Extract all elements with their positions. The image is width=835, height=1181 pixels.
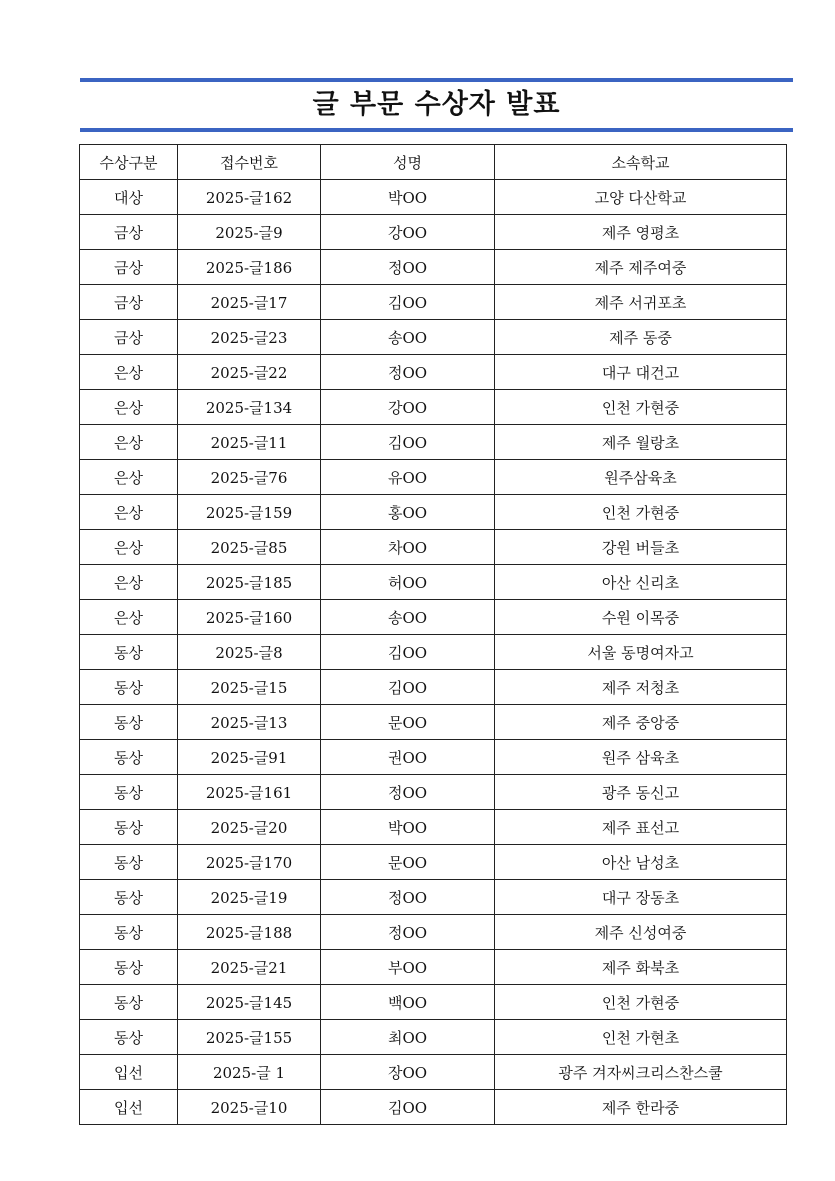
cell-entry-number: 2025-글85 bbox=[178, 530, 321, 565]
cell-school: 인천 가현중 bbox=[495, 985, 787, 1020]
cell-name: 정OO bbox=[321, 250, 495, 285]
cell-award-category: 은상 bbox=[80, 355, 178, 390]
cell-entry-number: 2025-글162 bbox=[178, 180, 321, 215]
table-body bbox=[80, 180, 787, 1125]
table-row bbox=[80, 845, 787, 880]
cell-award-category: 은상 bbox=[80, 600, 178, 635]
cell-entry-number: 2025-글15 bbox=[178, 670, 321, 705]
table-row bbox=[80, 180, 787, 215]
table-row bbox=[80, 635, 787, 670]
cell-name: 권OO bbox=[321, 740, 495, 775]
table-row bbox=[80, 600, 787, 635]
table-header-row bbox=[80, 145, 787, 180]
cell-award-category: 입선 bbox=[80, 1055, 178, 1090]
award-results-table bbox=[79, 144, 787, 1125]
cell-award-category: 은상 bbox=[80, 460, 178, 495]
cell-school: 인천 가현초 bbox=[495, 1020, 787, 1055]
cell-name: 박OO bbox=[321, 180, 495, 215]
table-row bbox=[80, 915, 787, 950]
table-row bbox=[80, 740, 787, 775]
cell-school: 광주 겨자씨크리스찬스쿨 bbox=[495, 1055, 787, 1090]
cell-name: 정OO bbox=[321, 355, 495, 390]
cell-entry-number: 2025-글134 bbox=[178, 390, 321, 425]
cell-award-category: 은상 bbox=[80, 390, 178, 425]
cell-entry-number: 2025-글76 bbox=[178, 460, 321, 495]
cell-name: 홍OO bbox=[321, 495, 495, 530]
cell-entry-number: 2025-글19 bbox=[178, 880, 321, 915]
page-title: 글 부문 수상자 발표 bbox=[312, 89, 561, 120]
cell-entry-number: 2025-글21 bbox=[178, 950, 321, 985]
header-entry-number: 접수번호 bbox=[178, 145, 321, 180]
cell-entry-number: 2025-글20 bbox=[178, 810, 321, 845]
cell-school: 제주 영평초 bbox=[495, 215, 787, 250]
title-block bbox=[80, 78, 793, 134]
cell-entry-number: 2025-글23 bbox=[178, 320, 321, 355]
cell-award-category: 금상 bbox=[80, 215, 178, 250]
table-row bbox=[80, 705, 787, 740]
title-top-rule bbox=[80, 78, 793, 82]
table-row bbox=[80, 670, 787, 705]
cell-name: 박OO bbox=[321, 810, 495, 845]
table-row bbox=[80, 215, 787, 250]
cell-name: 차OO bbox=[321, 530, 495, 565]
cell-name: 부OO bbox=[321, 950, 495, 985]
cell-entry-number: 2025-글8 bbox=[178, 635, 321, 670]
cell-name: 정OO bbox=[321, 915, 495, 950]
cell-entry-number: 2025-글9 bbox=[178, 215, 321, 250]
cell-entry-number: 2025-글185 bbox=[178, 565, 321, 600]
cell-award-category: 동상 bbox=[80, 775, 178, 810]
cell-name: 김OO bbox=[321, 670, 495, 705]
cell-school: 제주 화북초 bbox=[495, 950, 787, 985]
cell-school: 제주 월랑초 bbox=[495, 425, 787, 460]
cell-name: 김OO bbox=[321, 1090, 495, 1125]
cell-school: 제주 신성여중 bbox=[495, 915, 787, 950]
cell-school: 제주 저청초 bbox=[495, 670, 787, 705]
cell-entry-number: 2025-글13 bbox=[178, 705, 321, 740]
cell-award-category: 동상 bbox=[80, 670, 178, 705]
header-name: 성명 bbox=[321, 145, 495, 180]
table-row bbox=[80, 880, 787, 915]
cell-school: 제주 동중 bbox=[495, 320, 787, 355]
cell-school: 수원 이목중 bbox=[495, 600, 787, 635]
cell-school: 강원 버들초 bbox=[495, 530, 787, 565]
cell-school: 고양 다산학교 bbox=[495, 180, 787, 215]
table-row bbox=[80, 285, 787, 320]
cell-name: 김OO bbox=[321, 425, 495, 460]
header-school: 소속학교 bbox=[495, 145, 787, 180]
table-row bbox=[80, 1055, 787, 1090]
cell-award-category: 동상 bbox=[80, 880, 178, 915]
table-row bbox=[80, 495, 787, 530]
cell-school: 제주 서귀포초 bbox=[495, 285, 787, 320]
table-row bbox=[80, 950, 787, 985]
header-award-category: 수상구분 bbox=[80, 145, 178, 180]
table-row bbox=[80, 320, 787, 355]
table-row bbox=[80, 985, 787, 1020]
cell-name: 강OO bbox=[321, 215, 495, 250]
cell-name: 송OO bbox=[321, 320, 495, 355]
cell-award-category: 동상 bbox=[80, 1020, 178, 1055]
cell-name: 문OO bbox=[321, 845, 495, 880]
cell-name: 정OO bbox=[321, 775, 495, 810]
cell-award-category: 금상 bbox=[80, 320, 178, 355]
cell-award-category: 은상 bbox=[80, 530, 178, 565]
cell-entry-number: 2025-글17 bbox=[178, 285, 321, 320]
cell-name: 유OO bbox=[321, 460, 495, 495]
table-row bbox=[80, 460, 787, 495]
cell-award-category: 금상 bbox=[80, 250, 178, 285]
cell-entry-number: 2025-글91 bbox=[178, 740, 321, 775]
cell-school: 제주 한라중 bbox=[495, 1090, 787, 1125]
table-row bbox=[80, 390, 787, 425]
cell-name: 김OO bbox=[321, 635, 495, 670]
table-row bbox=[80, 565, 787, 600]
cell-entry-number: 2025-글 1 bbox=[178, 1055, 321, 1090]
cell-award-category: 동상 bbox=[80, 705, 178, 740]
cell-entry-number: 2025-글145 bbox=[178, 985, 321, 1020]
cell-award-category: 은상 bbox=[80, 565, 178, 600]
cell-school: 인천 가현중 bbox=[495, 390, 787, 425]
cell-name: 문OO bbox=[321, 705, 495, 740]
table-row bbox=[80, 250, 787, 285]
cell-school: 제주 표선고 bbox=[495, 810, 787, 845]
title-bottom-rule bbox=[80, 128, 793, 132]
table-row bbox=[80, 355, 787, 390]
cell-award-category: 동상 bbox=[80, 810, 178, 845]
cell-name: 김OO bbox=[321, 285, 495, 320]
cell-school: 아산 남성초 bbox=[495, 845, 787, 880]
cell-school: 제주 제주여중 bbox=[495, 250, 787, 285]
cell-entry-number: 2025-글10 bbox=[178, 1090, 321, 1125]
cell-award-category: 동상 bbox=[80, 950, 178, 985]
cell-school: 제주 중앙중 bbox=[495, 705, 787, 740]
cell-name: 강OO bbox=[321, 390, 495, 425]
cell-entry-number: 2025-글161 bbox=[178, 775, 321, 810]
cell-name: 정OO bbox=[321, 880, 495, 915]
cell-school: 아산 신리초 bbox=[495, 565, 787, 600]
table-row bbox=[80, 1090, 787, 1125]
cell-entry-number: 2025-글22 bbox=[178, 355, 321, 390]
cell-award-category: 동상 bbox=[80, 985, 178, 1020]
cell-award-category: 동상 bbox=[80, 635, 178, 670]
cell-entry-number: 2025-글159 bbox=[178, 495, 321, 530]
cell-school: 인천 가현중 bbox=[495, 495, 787, 530]
cell-award-category: 동상 bbox=[80, 740, 178, 775]
table-row bbox=[80, 425, 787, 460]
cell-award-category: 은상 bbox=[80, 495, 178, 530]
cell-school: 원주 삼육초 bbox=[495, 740, 787, 775]
cell-name: 허OO bbox=[321, 565, 495, 600]
cell-name: 최OO bbox=[321, 1020, 495, 1055]
table-row bbox=[80, 530, 787, 565]
table-row bbox=[80, 775, 787, 810]
cell-school: 서울 동명여자고 bbox=[495, 635, 787, 670]
cell-entry-number: 2025-글188 bbox=[178, 915, 321, 950]
cell-award-category: 동상 bbox=[80, 915, 178, 950]
cell-award-category: 대상 bbox=[80, 180, 178, 215]
cell-school: 대구 장동초 bbox=[495, 880, 787, 915]
cell-entry-number: 2025-글170 bbox=[178, 845, 321, 880]
cell-award-category: 입선 bbox=[80, 1090, 178, 1125]
table-row bbox=[80, 810, 787, 845]
cell-name: 장OO bbox=[321, 1055, 495, 1090]
cell-school: 광주 동신고 bbox=[495, 775, 787, 810]
cell-award-category: 은상 bbox=[80, 425, 178, 460]
cell-entry-number: 2025-글11 bbox=[178, 425, 321, 460]
cell-school: 대구 대건고 bbox=[495, 355, 787, 390]
table-row bbox=[80, 1020, 787, 1055]
cell-entry-number: 2025-글160 bbox=[178, 600, 321, 635]
cell-school: 원주삼육초 bbox=[495, 460, 787, 495]
cell-name: 백OO bbox=[321, 985, 495, 1020]
cell-entry-number: 2025-글155 bbox=[178, 1020, 321, 1055]
cell-award-category: 금상 bbox=[80, 285, 178, 320]
cell-award-category: 동상 bbox=[80, 845, 178, 880]
cell-name: 송OO bbox=[321, 600, 495, 635]
cell-entry-number: 2025-글186 bbox=[178, 250, 321, 285]
